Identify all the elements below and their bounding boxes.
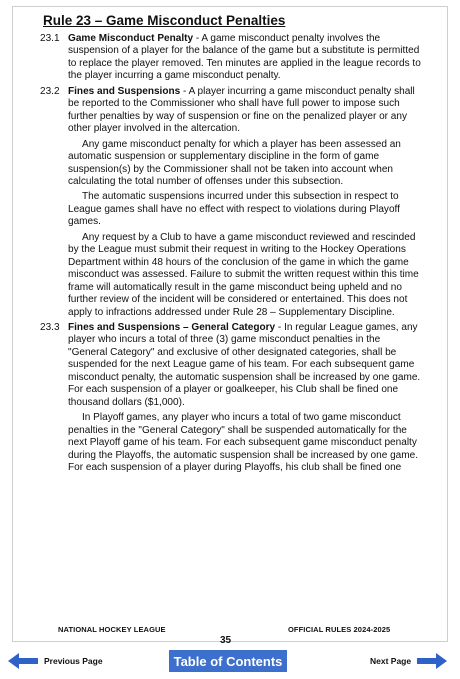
section-number: 23.2 [40, 85, 60, 97]
arrow-right-icon [417, 653, 447, 669]
section-23-2 [40, 86, 422, 136]
paragraph: Any game misconduct penalty for which a player has been assessed an automatic suspension or supplementary discipline in the form of game suspension(s) by the Commissioner shall not be taken into account when calculating the total number of offenses under this subsection. [68, 138, 401, 187]
next-page-button[interactable] [364, 651, 447, 671]
page-number: 35 [220, 635, 232, 646]
section-23-3 [40, 322, 422, 409]
section-heading: Game Misconduct Penalty [68, 33, 194, 44]
paragraph: The automatic suspensions incurred under this subsection in respect to League games shall have no effect with respect to violations during Playoff games. [68, 191, 400, 228]
footer-rules-edition: OFFICIAL RULES 2024-2025 [288, 625, 391, 634]
paragraph: In Playoff games, any player who incurs a total of two game misconduct penalties in the "General Category" shall be suspended automatically for the next Playoff game of his team. For each subsequent game misconduct penalty during the Playoffs, the automatic suspension shall be increased by one game. For each suspension of a player during Playoffs, his club shall be fined one [68, 412, 418, 473]
previous-page-button[interactable] [8, 651, 109, 671]
previous-page-label: Previous Page [44, 656, 103, 666]
footer-league-name: NATIONAL HOCKEY LEAGUE [58, 625, 166, 634]
section-number: 23.1 [40, 33, 60, 44]
rule-content [40, 33, 422, 477]
section-heading: Fines and Suspensions [68, 85, 181, 97]
section-number: 23.3 [40, 321, 60, 333]
section-text: - A player incurring a game misconduct penalty shall be reported to the Commissioner who shall have full power to impose such further penalties by way of suspension or fine on the penalized player or any other player involved in the altercation. [68, 85, 415, 135]
next-page-label: Next Page [370, 656, 412, 666]
section-heading: Fines and Suspensions – General Category [68, 321, 276, 333]
section-text: - In regular League games, any player who incurs a total of three (3) game misconduct penalties in the "General Category" and exclusive of other designated categories, shall be suspended for the next League game of his team. For each subsequent game misconduct penalty, the automatic suspension shall be increased by one game. For each suspension of a player or goalkeeper, his Club shall be fined one thousand dollars ($1,000). [68, 321, 421, 408]
paragraph: Any request by a Club to have a game misconduct reviewed and rescinded by the League must submit their request in writing to the Hockey Operations Department within 48 hours of the conclusion of the game in which the game misconduct was assessed. Failure to submit the written request within this time frame will automatically result in the game misconduct being upheld and no further review of the incident will be considered or entertained. This does not apply to infractions addressed under Rule 28 – Supplementary Discipline. [68, 231, 419, 318]
table-of-contents-button[interactable]: Table of Contents [169, 650, 287, 672]
section-text: - A game misconduct penalty involves the suspension of a player for the balance of the game but a substitute is permitted to replace the player removed. Ten minutes are applied in the league records to the player incurring a game misconduct penalty. [68, 33, 421, 82]
arrow-left-icon [8, 653, 38, 669]
section-23-1 [40, 33, 422, 83]
rule-title: Rule 23 – Game Misconduct Penalties [43, 13, 286, 28]
